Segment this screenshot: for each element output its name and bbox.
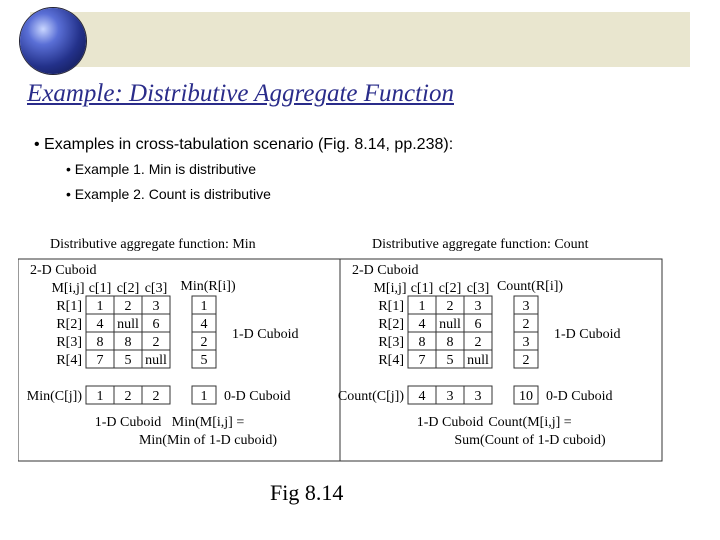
panel-2-cell: null xyxy=(467,353,489,368)
panel-2-row-label: R[4] xyxy=(378,353,404,368)
panel-1-cuboid1d-right: 1-D Cuboid xyxy=(232,327,299,342)
panel-1-colagg-cell: 2 xyxy=(124,389,132,404)
panel-1-rowagg-cell: 5 xyxy=(200,353,208,368)
panel-2-cuboid1d-bottom: 1-D Cuboid xyxy=(416,415,484,430)
panel-2-cell: null xyxy=(439,317,461,332)
panel-2-row-label: R[3] xyxy=(378,335,404,350)
panel-1-heading: Distributive aggregate function: Min xyxy=(50,237,256,252)
panel-1-cell: null xyxy=(145,353,167,368)
panel-1-formula-line2: Min(Min of 1-D cuboid) xyxy=(138,433,278,448)
panel-1-cell: 2 xyxy=(152,335,160,350)
panel-2-colagg-cell: 3 xyxy=(474,389,482,404)
panel-2-colagg-cell: 4 xyxy=(418,389,426,404)
panel-2-cell: 4 xyxy=(418,317,426,332)
panel-1-colagg-cell: 1 xyxy=(96,389,104,404)
bullet-main: • Examples in cross-tabulation scenario (Fig. 8.14, pp.238): xyxy=(34,136,454,153)
panel-2-cuboid1d-right: 1-D Cuboid xyxy=(554,327,621,342)
panel-2-cell: 8 xyxy=(446,335,454,350)
panel-1-cell: 1 xyxy=(96,299,104,314)
figure-tables xyxy=(18,232,666,462)
panel-2-col-header: c[1] xyxy=(410,281,434,296)
panel-1-row-label: R[1] xyxy=(56,299,82,314)
panel-2-formula-line1: Count(M[i,j] = xyxy=(488,415,572,430)
panel-2-colagg-label: Count(C[j]) xyxy=(337,389,404,404)
panel-1-row-label: R[2] xyxy=(56,317,82,332)
panel-1-cell: 8 xyxy=(124,335,132,350)
panel-2-total-cell: 10 xyxy=(519,389,533,404)
panel-2-cell: 2 xyxy=(474,335,482,350)
panel-1-row-label: R[4] xyxy=(56,353,82,368)
panel-2-rowagg-cell: 2 xyxy=(522,353,530,368)
figure-caption: Fig 8.14 xyxy=(270,480,344,505)
panel-2-cell: 5 xyxy=(446,353,454,368)
panel-2-rowagg-cell: 2 xyxy=(522,317,530,332)
bullet-example-1: • Example 1. Min is distributive xyxy=(66,161,257,177)
panel-2-row-label: R[2] xyxy=(378,317,404,332)
panel-1-cell: null xyxy=(117,317,139,332)
panel-1-cell: 2 xyxy=(124,299,132,314)
panel-1-col-header: c[3] xyxy=(144,281,168,296)
panel-2-cuboid2d-label: 2-D Cuboid xyxy=(352,263,419,278)
panel-1-colagg-label: Min(C[j]) xyxy=(26,389,82,404)
panel-1-total-cell: 1 xyxy=(200,389,208,404)
panel-1-rowagg-cell: 1 xyxy=(200,299,208,314)
panel-1-cell: 6 xyxy=(152,317,160,332)
panel-2-cell: 2 xyxy=(446,299,454,314)
slide-title: Example: Distributive Aggregate Function xyxy=(27,80,454,107)
panel-1-formula-line1: Min(M[i,j] = xyxy=(171,415,245,430)
panel-1-cell: 7 xyxy=(96,353,104,368)
panel-1-cuboid1d-bottom: 1-D Cuboid xyxy=(94,415,162,430)
panel-2-rowagg-header: Count(R[i]) xyxy=(496,279,564,294)
panel-2-corner-label: M[i,j] xyxy=(373,281,407,296)
panel-1-cell: 5 xyxy=(124,353,132,368)
panel-1-cuboid0d-label: 0-D Cuboid xyxy=(224,389,291,404)
panel-2-rowagg-cell: 3 xyxy=(522,299,530,314)
panel-1-cell: 8 xyxy=(96,335,104,350)
panel-1-col-header: c[1] xyxy=(88,281,112,296)
panel-1-rowagg-cell: 2 xyxy=(200,335,208,350)
panel-1-colagg-cell: 2 xyxy=(152,389,160,404)
panel-1-cell: 3 xyxy=(152,299,160,314)
panel-1-rowagg-cell: 4 xyxy=(200,317,208,332)
panel-2-cell: 3 xyxy=(474,299,482,314)
panel-2-cell: 8 xyxy=(418,335,426,350)
panel-2-formula-line2: Sum(Count of 1-D cuboid) xyxy=(454,433,606,448)
panel-2-rowagg-cell: 3 xyxy=(522,335,530,350)
panel-1-cuboid2d-label: 2-D Cuboid xyxy=(30,263,97,278)
figure-8-14 xyxy=(18,232,666,462)
panel-2-cuboid0d-label: 0-D Cuboid xyxy=(546,389,613,404)
bullet-example-2: • Example 2. Count is distributive xyxy=(66,186,271,202)
panel-2-cell: 1 xyxy=(418,299,426,314)
header-banner xyxy=(30,12,690,67)
panel-2-cell: 7 xyxy=(418,353,426,368)
panel-1-col-header: c[2] xyxy=(116,281,140,296)
panel-2-col-header: c[2] xyxy=(438,281,462,296)
panel-2-col-header: c[3] xyxy=(466,281,490,296)
panel-1-corner-label: M[i,j] xyxy=(51,281,85,296)
globe-icon xyxy=(20,8,86,74)
panel-2-heading: Distributive aggregate function: Count xyxy=(372,237,589,252)
panel-1-rowagg-header: Min(R[i]) xyxy=(180,279,236,294)
panel-2-cell: 6 xyxy=(474,317,482,332)
panel-2-row-label: R[1] xyxy=(378,299,404,314)
panel-1-row-label: R[3] xyxy=(56,335,82,350)
panel-2-colagg-cell: 3 xyxy=(446,389,454,404)
panel-1-cell: 4 xyxy=(96,317,104,332)
